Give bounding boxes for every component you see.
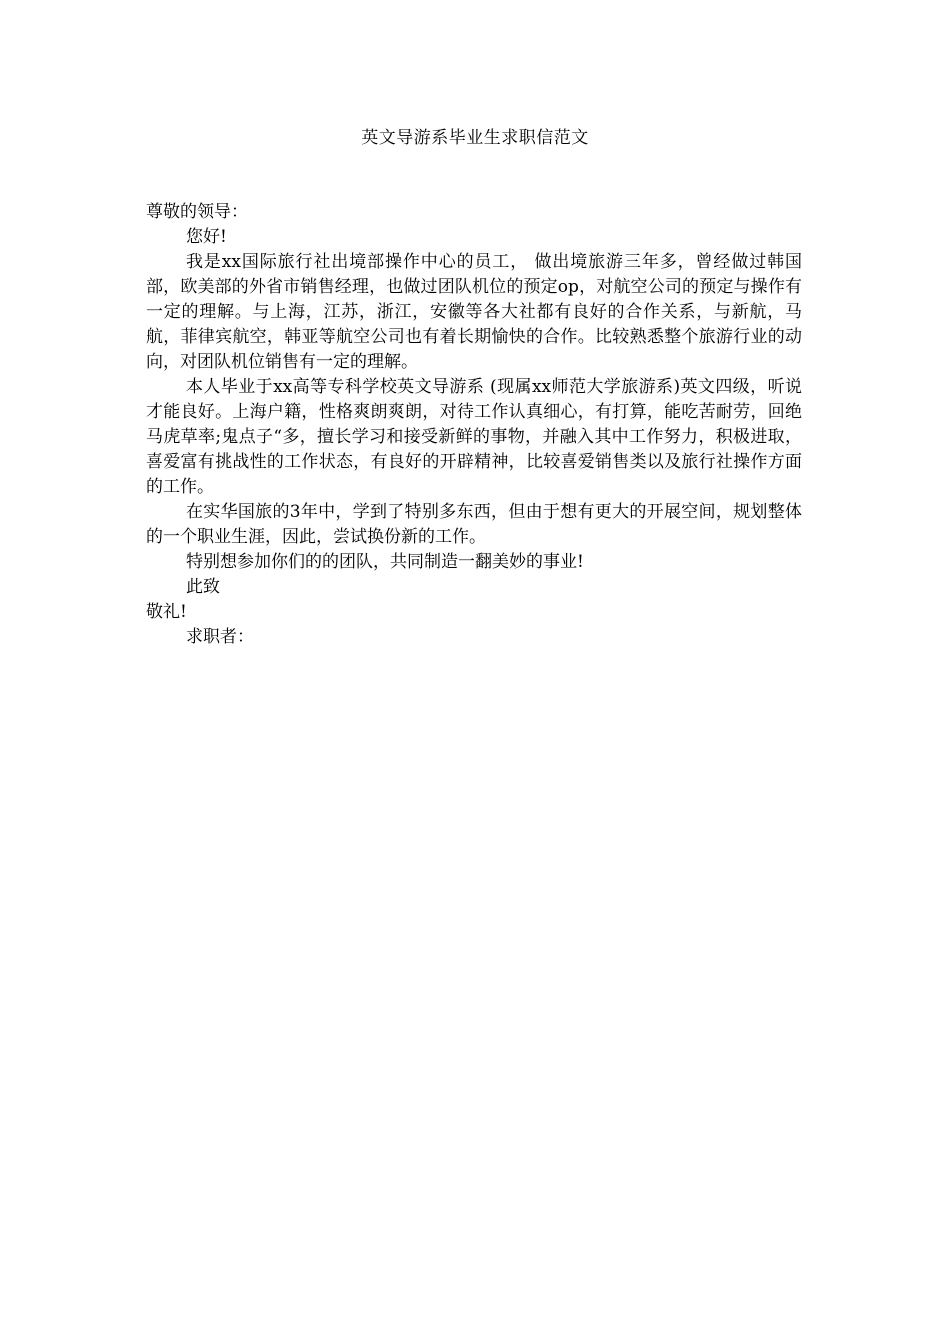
signature: 求职者： bbox=[186, 627, 254, 647]
salutation: 尊敬的领导： bbox=[146, 202, 248, 222]
letter-body bbox=[146, 200, 802, 650]
greeting: 您好! bbox=[186, 227, 227, 247]
paragraph-wish: 特别想参加你们的的团队，共同制造一翻美妙的事业! bbox=[186, 552, 584, 572]
paragraph-education: 本人毕业于xx高等专科学校英文导游系 (现属xx师范大学旅游系)英文四级，听说才能良好。上海户籍，性格爽朗爽朗，对待工作认真细心，有打算，能吃苦耐劳，回绝马虎草率;鬼点子“多，擅长学习和接受新鲜的事物，并融入其中工作努力，积极进取，喜爱富有挑战性的工作状态，有良好的开辟精神，比较喜爱销售类以及旅行社操作方面的工作。 bbox=[146, 377, 802, 497]
document-title: 英文导游系毕业生求职信范文 bbox=[361, 128, 589, 148]
regards: 敬礼! bbox=[146, 602, 187, 622]
paragraph-intro: 我是xx国际旅行社出境部操作中心的员工， 做出境旅游三年多，曾经做过韩国部，欧美部的外省市销售经理，也做过团队机位的预定op，对航空公司的预定与操作有一定的理解。与上海，江苏，浙江，安徽等各大社都有良好的合作关系，与新航，马航，菲律宾航空，韩亚等航空公司也有着长期愉快的合作。比较熟悉整个旅游行业的动向，对团队机位销售有一定的理解。 bbox=[146, 252, 802, 372]
paragraph-experience: 在实华国旅的3年中，学到了特别多东西，但由于想有更大的开展空间，规划整体的一个职业生涯，因此，尝试换份新的工作。 bbox=[146, 502, 802, 547]
closing: 此致 bbox=[186, 577, 220, 597]
